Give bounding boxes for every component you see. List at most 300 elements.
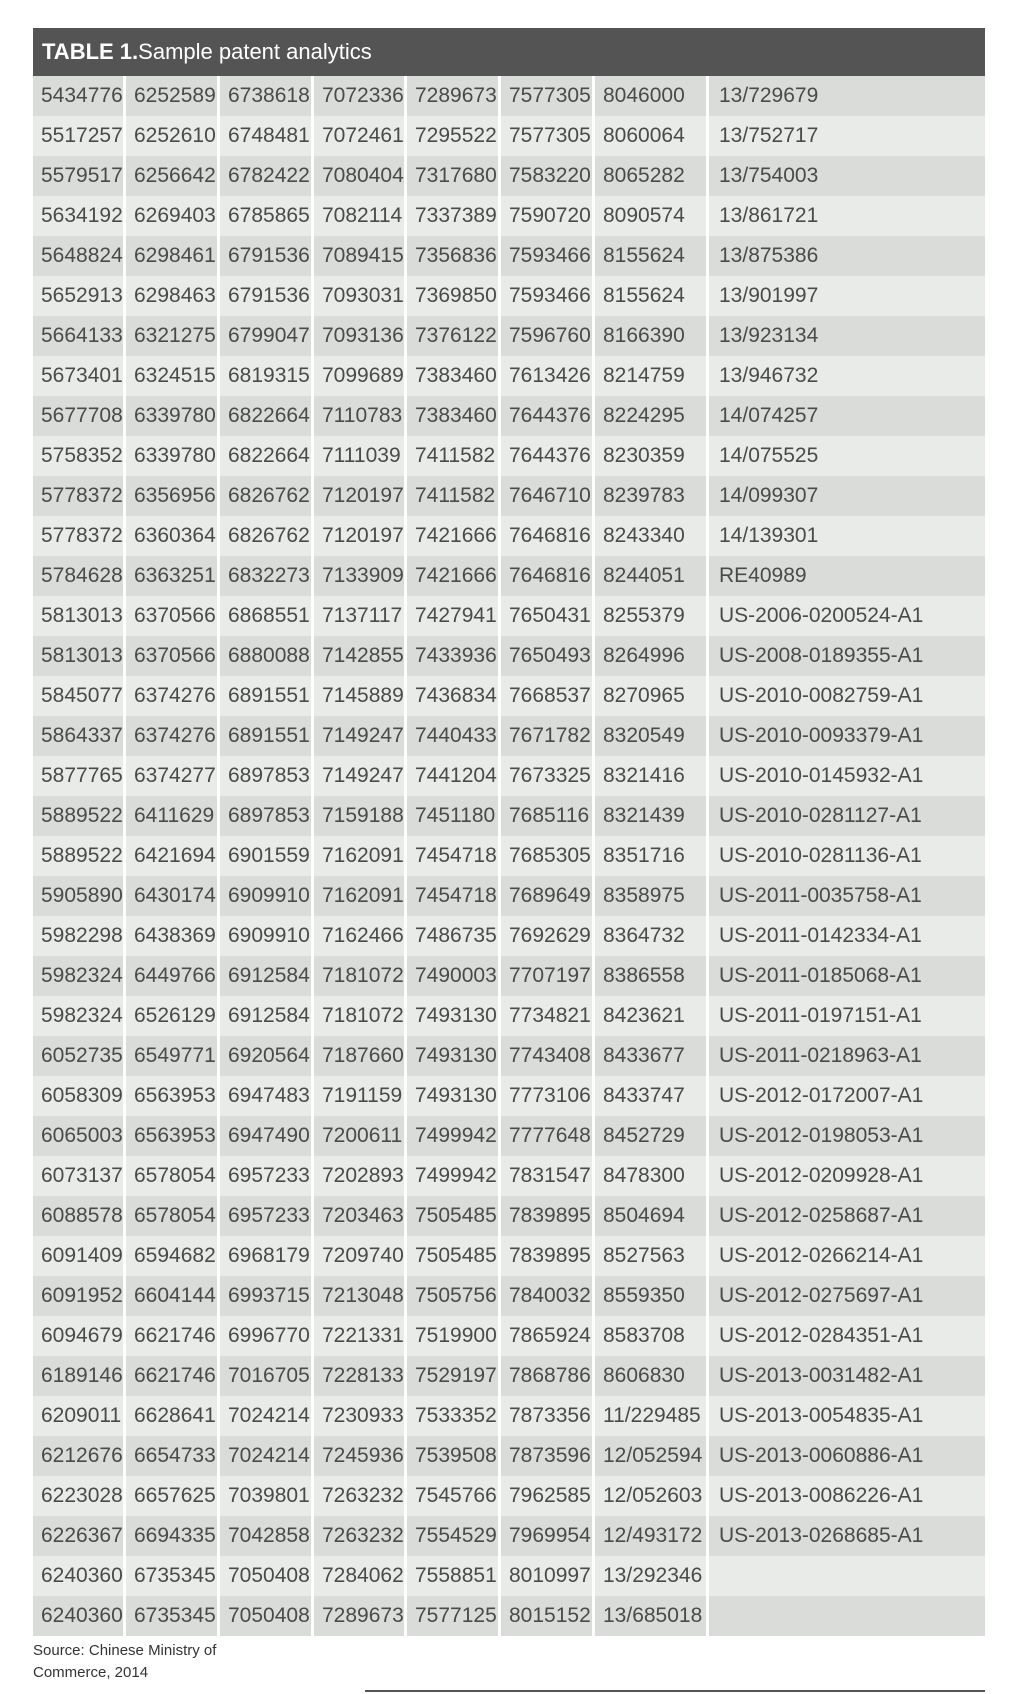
source-line-1: Source: Chinese Ministry of xyxy=(33,1642,217,1659)
table-row xyxy=(33,436,985,476)
table-cell: 7593466 xyxy=(501,276,595,316)
table-cell: 5784628 xyxy=(33,556,126,596)
table-row xyxy=(33,1036,985,1076)
table-cell: US-2013-0054835-A1 xyxy=(709,1396,985,1436)
table-cell: 13/729679 xyxy=(709,76,985,116)
table-cell: 6370566 xyxy=(126,636,220,676)
table-row xyxy=(33,1236,985,1276)
table-cell: 7421666 xyxy=(407,516,501,556)
table-cell: 5905890 xyxy=(33,876,126,916)
table-cell: 14/139301 xyxy=(709,516,985,556)
table-cell: US-2011-0142334-A1 xyxy=(709,916,985,956)
table-cell: 7593466 xyxy=(501,236,595,276)
table-cell: 6226367 xyxy=(33,1516,126,1556)
table-cell: 6209011 xyxy=(33,1396,126,1436)
table-cell: 7159188 xyxy=(314,796,407,836)
table-cell: 5517257 xyxy=(33,116,126,156)
table-cell: 6791536 xyxy=(220,236,314,276)
table-cell: 5758352 xyxy=(33,436,126,476)
table-cell: RE40989 xyxy=(709,556,985,596)
table-cell: 8090574 xyxy=(595,196,709,236)
table-cell: 5982324 xyxy=(33,956,126,996)
table-cell: 7162466 xyxy=(314,916,407,956)
table-cell: 8166390 xyxy=(595,316,709,356)
table-cell: 7221331 xyxy=(314,1316,407,1356)
table-cell: 12/493172 xyxy=(595,1516,709,1556)
table-cell: 6822664 xyxy=(220,436,314,476)
table-cell: 6578054 xyxy=(126,1156,220,1196)
table-cell: 7245936 xyxy=(314,1436,407,1476)
table-cell: 7650431 xyxy=(501,596,595,636)
table-cell: 7644376 xyxy=(501,436,595,476)
table-cell: 7369850 xyxy=(407,276,501,316)
table-cell: 7839895 xyxy=(501,1236,595,1276)
table-cell: 7577125 xyxy=(407,1596,501,1636)
table-cell: 7111039 xyxy=(314,436,407,476)
table-cell: 7777648 xyxy=(501,1116,595,1156)
table-cell: 6897853 xyxy=(220,756,314,796)
table-cell: 7577305 xyxy=(501,116,595,156)
table-cell: 7545766 xyxy=(407,1476,501,1516)
table-cell: 7969954 xyxy=(501,1516,595,1556)
table-cell: 8320549 xyxy=(595,716,709,756)
table-cell: 6901559 xyxy=(220,836,314,876)
table-row xyxy=(33,476,985,516)
table-cell: 6430174 xyxy=(126,876,220,916)
table-cell: US-2013-0031482-A1 xyxy=(709,1356,985,1396)
table-cell: 7685305 xyxy=(501,836,595,876)
table-cell: 7120197 xyxy=(314,476,407,516)
table-cell: 7162091 xyxy=(314,836,407,876)
table-cell: 6832273 xyxy=(220,556,314,596)
table-cell: 7093136 xyxy=(314,316,407,356)
table-cell: 8239783 xyxy=(595,476,709,516)
table-cell: 7181072 xyxy=(314,996,407,1036)
table-cell: US-2008-0189355-A1 xyxy=(709,636,985,676)
table-cell: US-2010-0093379-A1 xyxy=(709,716,985,756)
table-cell: 6321275 xyxy=(126,316,220,356)
table-cell: US-2011-0035758-A1 xyxy=(709,876,985,916)
table-row xyxy=(33,156,985,196)
table-label: TABLE 1. xyxy=(42,39,139,64)
table-row xyxy=(33,1356,985,1396)
table-cell: 6256642 xyxy=(126,156,220,196)
table-cell: 8478300 xyxy=(595,1156,709,1196)
table-cell: 7411582 xyxy=(407,476,501,516)
table-cell: 6073137 xyxy=(33,1156,126,1196)
table-cell: 7596760 xyxy=(501,316,595,356)
table-cell: 6912584 xyxy=(220,996,314,1036)
table-cell: 7533352 xyxy=(407,1396,501,1436)
table-cell: 6212676 xyxy=(33,1436,126,1476)
table-cell: 7644376 xyxy=(501,396,595,436)
table-cell: 6735345 xyxy=(126,1596,220,1636)
table-cell: 6880088 xyxy=(220,636,314,676)
table-cell: 6621746 xyxy=(126,1356,220,1396)
table-cell: 6785865 xyxy=(220,196,314,236)
table-cell: 7962585 xyxy=(501,1476,595,1516)
table-row xyxy=(33,356,985,396)
table-row xyxy=(33,676,985,716)
table-cell: 7317680 xyxy=(407,156,501,196)
table-cell: 8386558 xyxy=(595,956,709,996)
table-cell: 5877765 xyxy=(33,756,126,796)
table-cell: 7519900 xyxy=(407,1316,501,1356)
table-cell: 6826762 xyxy=(220,476,314,516)
table-cell: US-2013-0086226-A1 xyxy=(709,1476,985,1516)
table-cell: 7145889 xyxy=(314,676,407,716)
table-cell: US-2012-0266214-A1 xyxy=(709,1236,985,1276)
table-row xyxy=(33,1476,985,1516)
table-cell: 8230359 xyxy=(595,436,709,476)
table-cell: 7505756 xyxy=(407,1276,501,1316)
table-cell: US-2011-0218963-A1 xyxy=(709,1036,985,1076)
table-row xyxy=(33,956,985,996)
table-cell: 6252610 xyxy=(126,116,220,156)
source-note xyxy=(33,1640,263,1684)
table-row xyxy=(33,916,985,956)
table-cell: 6374276 xyxy=(126,676,220,716)
table-cell: 5673401 xyxy=(33,356,126,396)
table-cell: 7613426 xyxy=(501,356,595,396)
table-cell: 7016705 xyxy=(220,1356,314,1396)
table-cell: 7441204 xyxy=(407,756,501,796)
table-cell: 6735345 xyxy=(126,1556,220,1596)
table-cell: 6594682 xyxy=(126,1236,220,1276)
table-cell: 6628641 xyxy=(126,1396,220,1436)
table-cell: 6694335 xyxy=(126,1516,220,1556)
table-cell: 7451180 xyxy=(407,796,501,836)
table-cell: 8010997 xyxy=(501,1556,595,1596)
table-cell: US-2011-0197151-A1 xyxy=(709,996,985,1036)
table-cell: 6738618 xyxy=(220,76,314,116)
table-cell: 7427941 xyxy=(407,596,501,636)
table-cell: 7577305 xyxy=(501,76,595,116)
table-cell: 7142855 xyxy=(314,636,407,676)
table-cell: 8243340 xyxy=(595,516,709,556)
table-cell: 5778372 xyxy=(33,516,126,556)
table-cell: US-2012-0275697-A1 xyxy=(709,1276,985,1316)
table-cell: 7436834 xyxy=(407,676,501,716)
table-cell: 6356956 xyxy=(126,476,220,516)
table-cell: 7499942 xyxy=(407,1156,501,1196)
table-cell: 7486735 xyxy=(407,916,501,956)
table-cell: 6868551 xyxy=(220,596,314,636)
table-cell: 6052735 xyxy=(33,1036,126,1076)
table-cell: 6604144 xyxy=(126,1276,220,1316)
table-cell: 6891551 xyxy=(220,716,314,756)
table-cell: 6912584 xyxy=(220,956,314,996)
table-cell: US-2012-0198053-A1 xyxy=(709,1116,985,1156)
table-cell: US-2012-0258687-A1 xyxy=(709,1196,985,1236)
table-cell: 8321439 xyxy=(595,796,709,836)
table-cell: 7209740 xyxy=(314,1236,407,1276)
table-cell: 8351716 xyxy=(595,836,709,876)
table-cell: 7493130 xyxy=(407,996,501,1036)
table-cell: 7773106 xyxy=(501,1076,595,1116)
table-cell: 5813013 xyxy=(33,636,126,676)
table-cell: 7050408 xyxy=(220,1596,314,1636)
table-cell: 8060064 xyxy=(595,116,709,156)
table-row xyxy=(33,1196,985,1236)
table-cell: 6252589 xyxy=(126,76,220,116)
table-cell: 6748481 xyxy=(220,116,314,156)
table-cell: 7650493 xyxy=(501,636,595,676)
table-cell: 7039801 xyxy=(220,1476,314,1516)
table-row xyxy=(33,1076,985,1116)
table-cell: 7505485 xyxy=(407,1196,501,1236)
table-cell: 7289673 xyxy=(314,1596,407,1636)
table-cell: 7263232 xyxy=(314,1476,407,1516)
table-cell: 5982298 xyxy=(33,916,126,956)
table-cell: 8224295 xyxy=(595,396,709,436)
table-cell: 7868786 xyxy=(501,1356,595,1396)
table-cell: 6189146 xyxy=(33,1356,126,1396)
table-cell: 8559350 xyxy=(595,1276,709,1316)
table-cell: 13/685018 xyxy=(595,1596,709,1636)
table-cell: 7149247 xyxy=(314,716,407,756)
table-row xyxy=(33,1396,985,1436)
table-cell: 8321416 xyxy=(595,756,709,796)
table-cell: 7583220 xyxy=(501,156,595,196)
table-cell: 14/075525 xyxy=(709,436,985,476)
table-cell: 6993715 xyxy=(220,1276,314,1316)
table-cell: 5889522 xyxy=(33,796,126,836)
table-row xyxy=(33,876,985,916)
table-cell: 6996770 xyxy=(220,1316,314,1356)
table-cell: 13/901997 xyxy=(709,276,985,316)
table-cell: 7228133 xyxy=(314,1356,407,1396)
table-cell: 6909910 xyxy=(220,916,314,956)
table-cell: 7440433 xyxy=(407,716,501,756)
table-cell: 7110783 xyxy=(314,396,407,436)
table-cell: 7093031 xyxy=(314,276,407,316)
table-cell: US-2011-0185068-A1 xyxy=(709,956,985,996)
table-cell: 7529197 xyxy=(407,1356,501,1396)
table-cell: 6339780 xyxy=(126,396,220,436)
footer-rule xyxy=(365,1690,985,1692)
table-cell: 7042858 xyxy=(220,1516,314,1556)
table-cell: 12/052594 xyxy=(595,1436,709,1476)
table-row xyxy=(33,636,985,676)
table-cell: 7072336 xyxy=(314,76,407,116)
table-cell: 8423621 xyxy=(595,996,709,1036)
table-row xyxy=(33,836,985,876)
table-cell: 6791536 xyxy=(220,276,314,316)
table-row xyxy=(33,1316,985,1356)
table-cell: 7137117 xyxy=(314,596,407,636)
table-row xyxy=(33,276,985,316)
table-cell: 6449766 xyxy=(126,956,220,996)
table-cell: 6339780 xyxy=(126,436,220,476)
table-cell: 7202893 xyxy=(314,1156,407,1196)
table-cell: 6957233 xyxy=(220,1156,314,1196)
table-cell: 8433747 xyxy=(595,1076,709,1116)
table-cell: 8264996 xyxy=(595,636,709,676)
table-cell: 7840032 xyxy=(501,1276,595,1316)
table-cell: 6324515 xyxy=(126,356,220,396)
table-cell: 8583708 xyxy=(595,1316,709,1356)
table-cell: 6223028 xyxy=(33,1476,126,1516)
table-cell: 6058309 xyxy=(33,1076,126,1116)
table-row xyxy=(33,596,985,636)
table-cell: 7133909 xyxy=(314,556,407,596)
table-row xyxy=(33,1516,985,1556)
patent-table xyxy=(33,28,985,1636)
table-row xyxy=(33,1596,985,1636)
table-cell: 7203463 xyxy=(314,1196,407,1236)
table-cell: 7505485 xyxy=(407,1236,501,1276)
table-title xyxy=(33,28,985,76)
table-cell: 8606830 xyxy=(595,1356,709,1396)
table-row xyxy=(33,396,985,436)
table-cell: 14/099307 xyxy=(709,476,985,516)
table-cell: 7646816 xyxy=(501,556,595,596)
table-cell: 5664133 xyxy=(33,316,126,356)
table-cell: 13/875386 xyxy=(709,236,985,276)
table-cell: 14/074257 xyxy=(709,396,985,436)
table-cell: 8358975 xyxy=(595,876,709,916)
table-cell: 6957233 xyxy=(220,1196,314,1236)
table-cell: 13/754003 xyxy=(709,156,985,196)
table-row xyxy=(33,516,985,556)
table-cell: 6298463 xyxy=(126,276,220,316)
table-cell: 7187660 xyxy=(314,1036,407,1076)
table-cell xyxy=(709,1556,985,1596)
table-cell: 8015152 xyxy=(501,1596,595,1636)
table-cell: 7191159 xyxy=(314,1076,407,1116)
table-cell: 8046000 xyxy=(595,76,709,116)
table-cell xyxy=(709,1596,985,1636)
table-cell: 7433936 xyxy=(407,636,501,676)
table-cell: 7839895 xyxy=(501,1196,595,1236)
table-cell: 6438369 xyxy=(126,916,220,956)
table-row xyxy=(33,76,985,116)
table-cell: 6526129 xyxy=(126,996,220,1036)
table-cell: 6621746 xyxy=(126,1316,220,1356)
table-cell: 7181072 xyxy=(314,956,407,996)
table-cell: 11/229485 xyxy=(595,1396,709,1436)
table-cell: 7120197 xyxy=(314,516,407,556)
table-cell: US-2012-0209928-A1 xyxy=(709,1156,985,1196)
table-cell: 7383460 xyxy=(407,396,501,436)
table-cell: US-2010-0281136-A1 xyxy=(709,836,985,876)
table-cell: 7284062 xyxy=(314,1556,407,1596)
table-cell: 8244051 xyxy=(595,556,709,596)
table-cell: US-2012-0284351-A1 xyxy=(709,1316,985,1356)
table-cell: 7646816 xyxy=(501,516,595,556)
table-cell: 6909910 xyxy=(220,876,314,916)
table-cell: 5434776 xyxy=(33,76,126,116)
table-cell: 6240360 xyxy=(33,1596,126,1636)
table-cell: 7558851 xyxy=(407,1556,501,1596)
table-cell: 7454718 xyxy=(407,876,501,916)
table-cell: US-2010-0082759-A1 xyxy=(709,676,985,716)
table-cell: 13/946732 xyxy=(709,356,985,396)
table-cell: 8452729 xyxy=(595,1116,709,1156)
table-cell: US-2013-0060886-A1 xyxy=(709,1436,985,1476)
table-cell: 7337389 xyxy=(407,196,501,236)
table-cell: 6091409 xyxy=(33,1236,126,1276)
table-cell: 7162091 xyxy=(314,876,407,916)
table-cell: 5648824 xyxy=(33,236,126,276)
table-cell: 6578054 xyxy=(126,1196,220,1236)
table-caption: Sample patent analytics xyxy=(138,39,372,64)
table-cell: 7230933 xyxy=(314,1396,407,1436)
table-cell: 6065003 xyxy=(33,1116,126,1156)
table-cell: 6411629 xyxy=(126,796,220,836)
table-row xyxy=(33,1276,985,1316)
table-cell: 5982324 xyxy=(33,996,126,1036)
table-cell: 6374276 xyxy=(126,716,220,756)
table-cell: 5677708 xyxy=(33,396,126,436)
table-cell: 6298461 xyxy=(126,236,220,276)
table-cell: 12/052603 xyxy=(595,1476,709,1516)
table-cell: 7082114 xyxy=(314,196,407,236)
table-cell: 13/292346 xyxy=(595,1556,709,1596)
table-cell: 8504694 xyxy=(595,1196,709,1236)
table-cell: 6563953 xyxy=(126,1076,220,1116)
table-cell: 7668537 xyxy=(501,676,595,716)
table-cell: 7099689 xyxy=(314,356,407,396)
patent-grid xyxy=(33,76,985,1636)
table-cell: 7356836 xyxy=(407,236,501,276)
table-cell: 7671782 xyxy=(501,716,595,756)
table-cell: 6822664 xyxy=(220,396,314,436)
table-cell: US-2010-0145932-A1 xyxy=(709,756,985,796)
table-cell: 6897853 xyxy=(220,796,314,836)
table-cell: 7831547 xyxy=(501,1156,595,1196)
table-row xyxy=(33,716,985,756)
table-cell: 7873356 xyxy=(501,1396,595,1436)
table-cell: 7673325 xyxy=(501,756,595,796)
table-cell: 5889522 xyxy=(33,836,126,876)
table-cell: 8155624 xyxy=(595,236,709,276)
table-row xyxy=(33,196,985,236)
table-cell: 7454718 xyxy=(407,836,501,876)
table-cell: 5778372 xyxy=(33,476,126,516)
table-row xyxy=(33,756,985,796)
table-cell: 6819315 xyxy=(220,356,314,396)
table-cell: 5864337 xyxy=(33,716,126,756)
table-row xyxy=(33,996,985,1036)
table-cell: 13/923134 xyxy=(709,316,985,356)
table-row xyxy=(33,236,985,276)
table-cell: 6363251 xyxy=(126,556,220,596)
table-cell: 7707197 xyxy=(501,956,595,996)
table-row xyxy=(33,1116,985,1156)
table-cell: 7024214 xyxy=(220,1436,314,1476)
table-cell: 8214759 xyxy=(595,356,709,396)
table-cell: 7493130 xyxy=(407,1036,501,1076)
table-cell: 7263232 xyxy=(314,1516,407,1556)
table-cell: 7685116 xyxy=(501,796,595,836)
table-cell: 6269403 xyxy=(126,196,220,236)
table-cell: 7050408 xyxy=(220,1556,314,1596)
table-cell: 6374277 xyxy=(126,756,220,796)
table-cell: 7865924 xyxy=(501,1316,595,1356)
table-cell: 6947483 xyxy=(220,1076,314,1116)
table-cell: 7383460 xyxy=(407,356,501,396)
table-cell: 13/752717 xyxy=(709,116,985,156)
table-cell: 6782422 xyxy=(220,156,314,196)
table-cell: 7080404 xyxy=(314,156,407,196)
table-cell: 6421694 xyxy=(126,836,220,876)
table-cell: 5845077 xyxy=(33,676,126,716)
table-cell: 5652913 xyxy=(33,276,126,316)
table-cell: 6088578 xyxy=(33,1196,126,1236)
table-cell: 7539508 xyxy=(407,1436,501,1476)
